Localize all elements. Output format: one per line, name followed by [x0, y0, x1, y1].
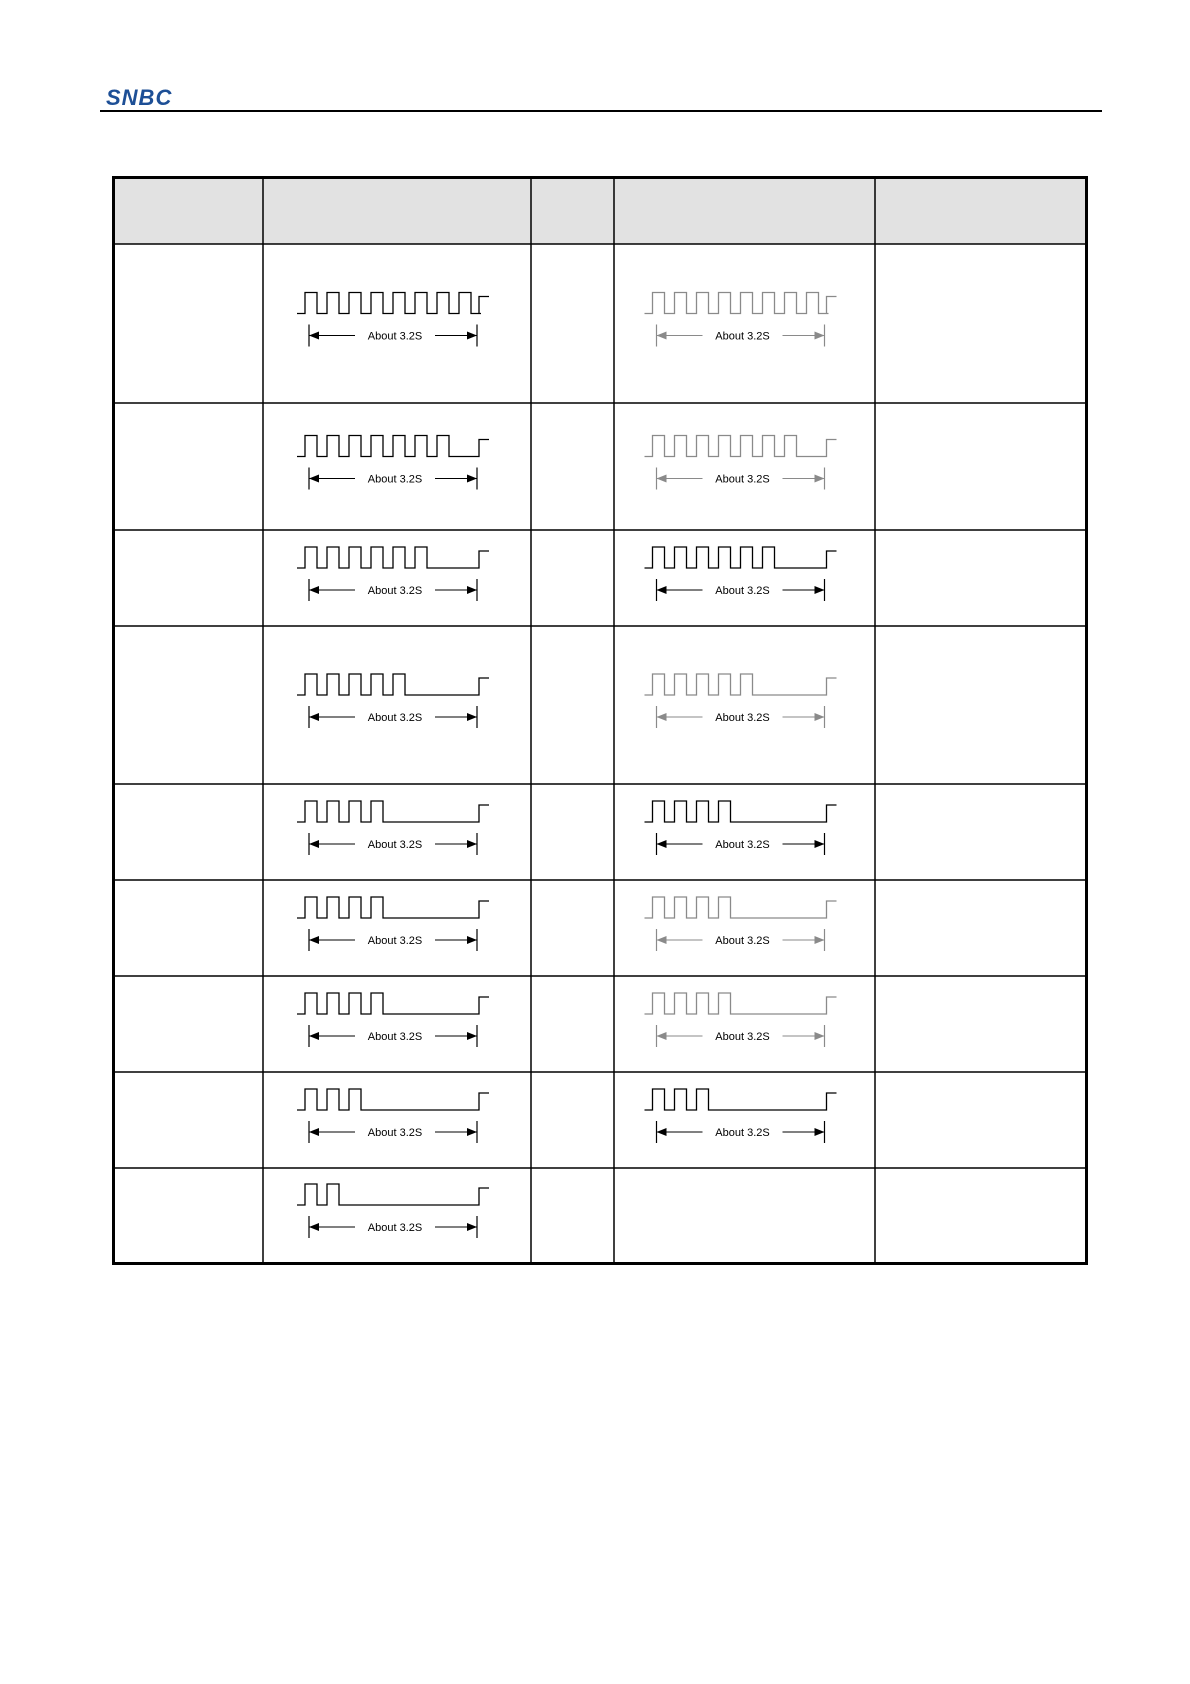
waveform-a-row-3-right-arrowhead: [467, 586, 477, 594]
pulse-pattern-table: [112, 176, 1088, 1265]
waveform-a-row-9-right-arrowhead: [467, 1223, 477, 1231]
waveform-b-row-1-right-arrowhead: [815, 332, 825, 340]
waveform-b-row-4-left-arrowhead: [657, 713, 667, 721]
waveform-b-row-1-signal: [645, 293, 837, 314]
waveform-a-row-7-right-arrowhead: [467, 1032, 477, 1040]
waveform-b-row-8-signal: [645, 1089, 837, 1110]
waveform-a-row-3-signal: [297, 547, 489, 568]
waveform-b-row-5-label: About 3.2S: [715, 839, 770, 851]
waveform-a-row-1-signal: [297, 293, 489, 314]
waveform-a-row-4-label: About 3.2S: [367, 712, 423, 724]
waveform-a-row-8-label: About 3.2S: [367, 1127, 423, 1139]
waveform-b-row-4-right-arrowhead: [815, 713, 825, 721]
waveform-a-row-4-signal: [297, 674, 489, 695]
waveform-a-row-1-right-arrowhead: [467, 332, 477, 340]
waveform-b-row-7-left-arrowhead: [657, 1032, 667, 1040]
waveform-a-row-3-label: About 3.2S: [367, 585, 423, 597]
snbc-logo-text: SNBC: [106, 86, 173, 108]
waveform-b-row-4-signal: [645, 674, 837, 695]
waveform-b-row-2-left-arrowhead: [657, 475, 667, 483]
waveform-b-row-8-left-arrowhead: [657, 1128, 667, 1136]
waveform-a-row-4-left-arrowhead: [309, 713, 319, 721]
waveform-a-row-8-left-arrowhead: [309, 1128, 319, 1136]
waveform-b-row-6-signal: [645, 897, 837, 918]
waveform-a-row-9-signal: [297, 1184, 489, 1205]
waveform-b-row-5-signal: [645, 801, 837, 822]
waveform-a-row-2-left-arrowhead: [309, 475, 319, 483]
waveform-b-row-7-right-arrowhead: [815, 1032, 825, 1040]
table-grid: [115, 179, 1085, 1262]
waveform-a-row-5-right-arrowhead: [467, 840, 477, 848]
waveform-a-row-6-right-arrowhead: [467, 936, 477, 944]
waveform-b-row-6-label: About 3.2S: [715, 935, 770, 947]
waveform-a-row-8-right-arrowhead: [467, 1128, 477, 1136]
waveform-a-row-8-signal: [297, 1089, 489, 1110]
waveform-b-row-7-signal: [645, 993, 837, 1014]
waveform-a-row-6-signal: [297, 897, 489, 918]
waveform-b-row-6-left-arrowhead: [657, 936, 667, 944]
waveform-b-row-2-signal: [645, 436, 837, 457]
header-row-fill: [115, 179, 1085, 244]
waveform-a-row-2-right-arrowhead: [467, 475, 477, 483]
waveform-a-row-2-label: About 3.2S: [367, 473, 423, 486]
waveform-b-row-3-right-arrowhead: [815, 586, 825, 594]
waveform-a-row-5-label: About 3.2S: [367, 839, 423, 851]
waveform-a-row-5-left-arrowhead: [309, 840, 319, 848]
waveform-a-row-7-signal: [297, 993, 489, 1014]
waveform-b-row-3-signal: [645, 547, 837, 568]
waveform-b-row-7-label: About 3.2S: [715, 1031, 770, 1043]
waveform-a-row-3-left-arrowhead: [309, 586, 319, 594]
waveform-b-row-3-left-arrowhead: [657, 586, 667, 594]
waveform-a-row-4-right-arrowhead: [467, 713, 477, 721]
waveform-b-row-5-left-arrowhead: [657, 840, 667, 848]
waveform-b-row-1-left-arrowhead: [657, 332, 667, 340]
waveform-b-row-2-label: About 3.2S: [715, 473, 770, 486]
waveform-b-row-1-label: About 3.2S: [715, 330, 770, 343]
waveform-a-row-2-signal: [297, 436, 489, 457]
waveform-a-row-1-label: About 3.2S: [367, 330, 423, 343]
waveform-a-row-7-left-arrowhead: [309, 1032, 319, 1040]
snbc-logo: [106, 86, 198, 108]
waveform-b-row-3-label: About 3.2S: [715, 585, 770, 597]
waveform-b-row-5-right-arrowhead: [815, 840, 825, 848]
waveform-b-row-8-label: About 3.2S: [715, 1127, 770, 1139]
waveform-a-row-7-label: About 3.2S: [367, 1031, 423, 1043]
waveform-a-row-5-signal: [297, 801, 489, 822]
waveform-b-row-8-right-arrowhead: [815, 1128, 825, 1136]
waveform-a-row-9-label: About 3.2S: [367, 1222, 423, 1234]
waveform-b-row-4-label: About 3.2S: [715, 712, 770, 724]
header-rule: [100, 110, 1102, 112]
waveform-a-row-1-left-arrowhead: [309, 332, 319, 340]
waveform-a-row-9-left-arrowhead: [309, 1223, 319, 1231]
waveform-a-row-6-label: About 3.2S: [367, 935, 423, 947]
waveform-b-row-6-right-arrowhead: [815, 936, 825, 944]
waveform-b-row-2-right-arrowhead: [815, 475, 825, 483]
waveform-a-row-6-left-arrowhead: [309, 936, 319, 944]
